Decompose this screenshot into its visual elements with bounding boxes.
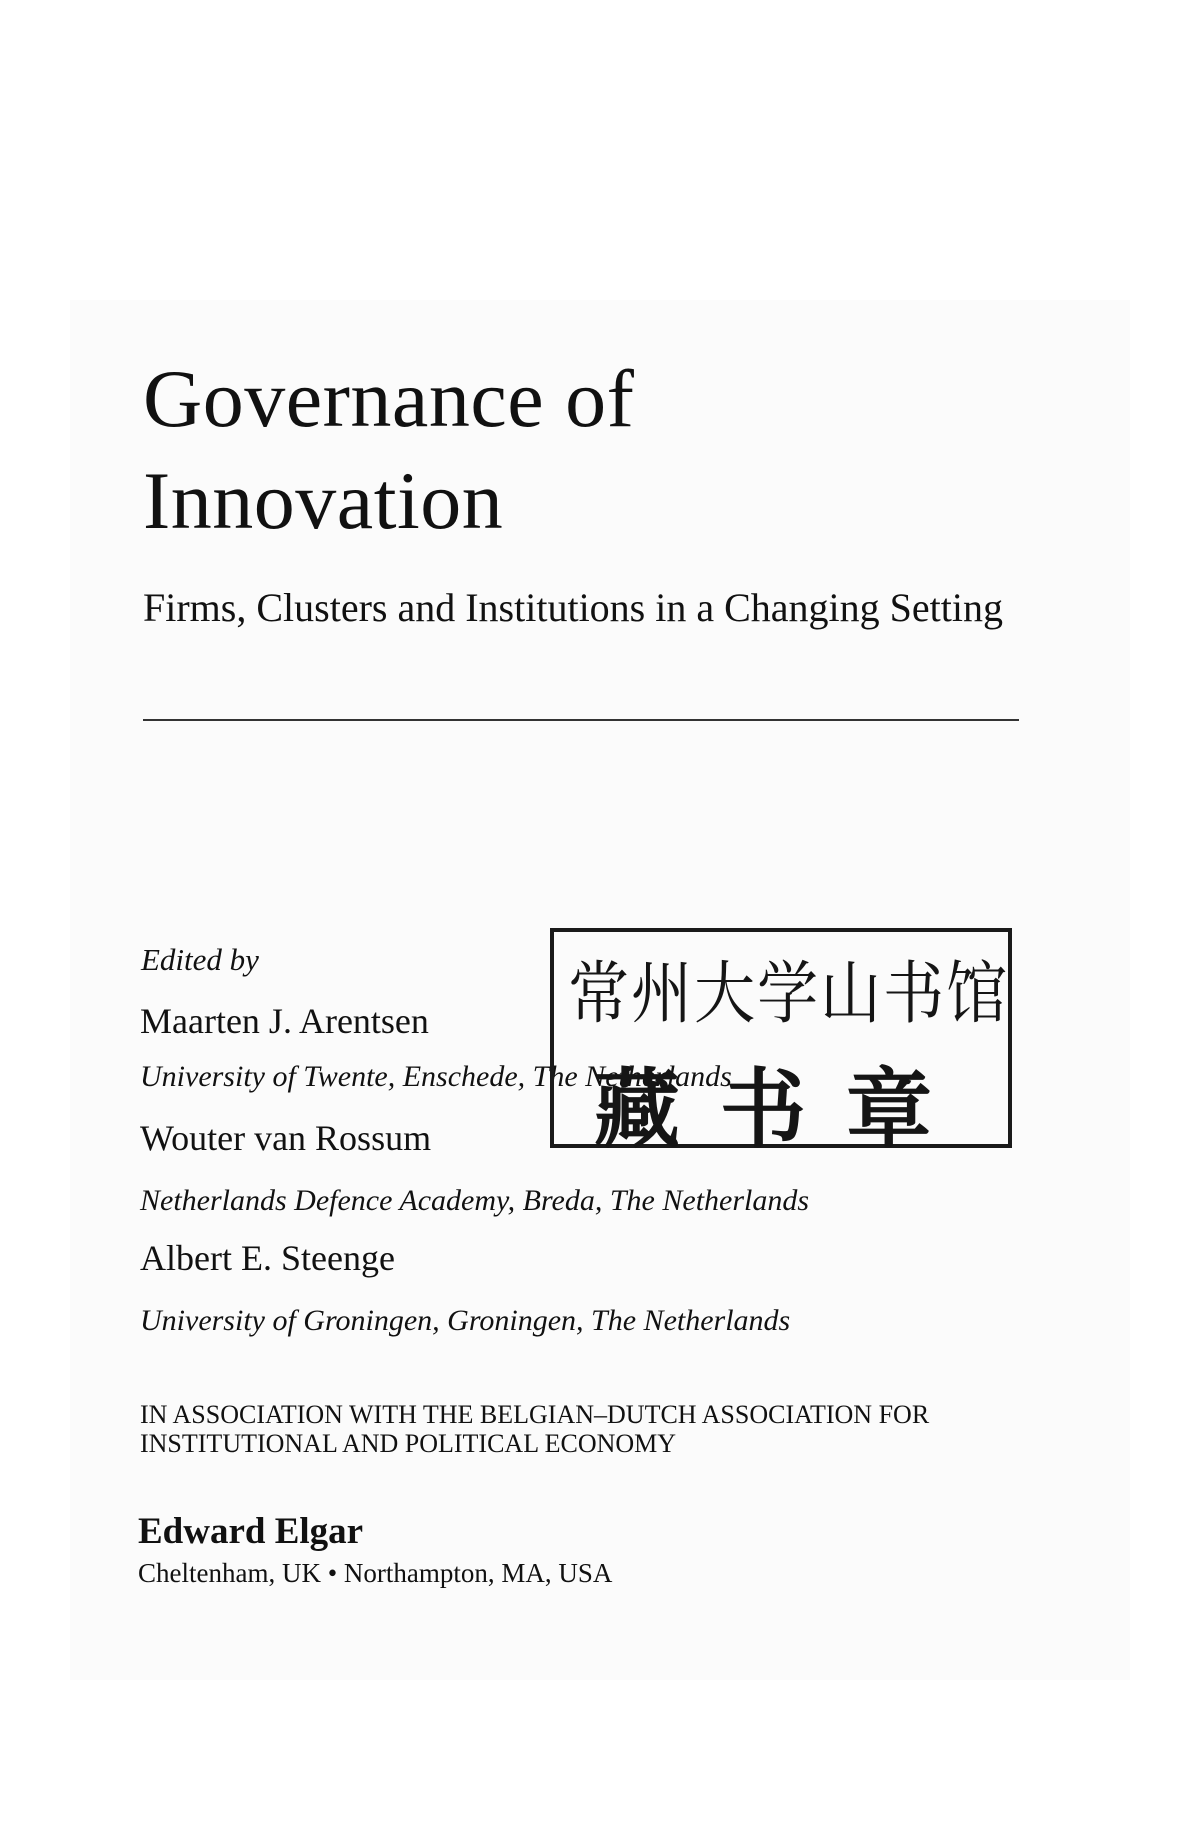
publisher-name: Edward Elgar — [138, 1511, 364, 1552]
book-title — [143, 348, 634, 552]
publisher-locations: Cheltenham, UK • Northampton, MA, USA — [138, 1558, 613, 1588]
association-note-line-2: INSTITUTIONAL AND POLITICAL ECONOMY — [140, 1429, 677, 1458]
book-title-line-2: Innovation — [143, 455, 504, 546]
library-stamp-line-2: 藏书章 — [594, 1060, 972, 1160]
edited-by-label: Edited by — [141, 942, 259, 977]
library-stamp-line-1: 常州大学山书馆 — [568, 955, 1010, 1034]
title-divider — [143, 719, 1019, 721]
association-note — [140, 1400, 1040, 1458]
book-title-line-1: Governance of — [143, 353, 635, 444]
library-stamp — [550, 928, 1012, 1160]
editor-name-3: Albert E. Steenge — [140, 1238, 395, 1278]
association-note-line-1: IN ASSOCIATION WITH THE BELGIAN–DUTCH ASSOCIATION FOR — [140, 1400, 930, 1429]
book-subtitle: Firms, Clusters and Institutions in a Changing Setting — [143, 585, 1003, 630]
editor-affiliation-1: University of Twente, Enschede, The Netherlands — [140, 1060, 732, 1093]
editor-name-1: Maarten J. Arentsen — [140, 1001, 429, 1041]
editor-affiliation-2: Netherlands Defence Academy, Breda, The Netherlands — [140, 1184, 810, 1217]
editor-name-2: Wouter van Rossum — [140, 1118, 432, 1158]
editor-affiliation-3: University of Groningen, Groningen, The Netherlands — [140, 1304, 791, 1337]
